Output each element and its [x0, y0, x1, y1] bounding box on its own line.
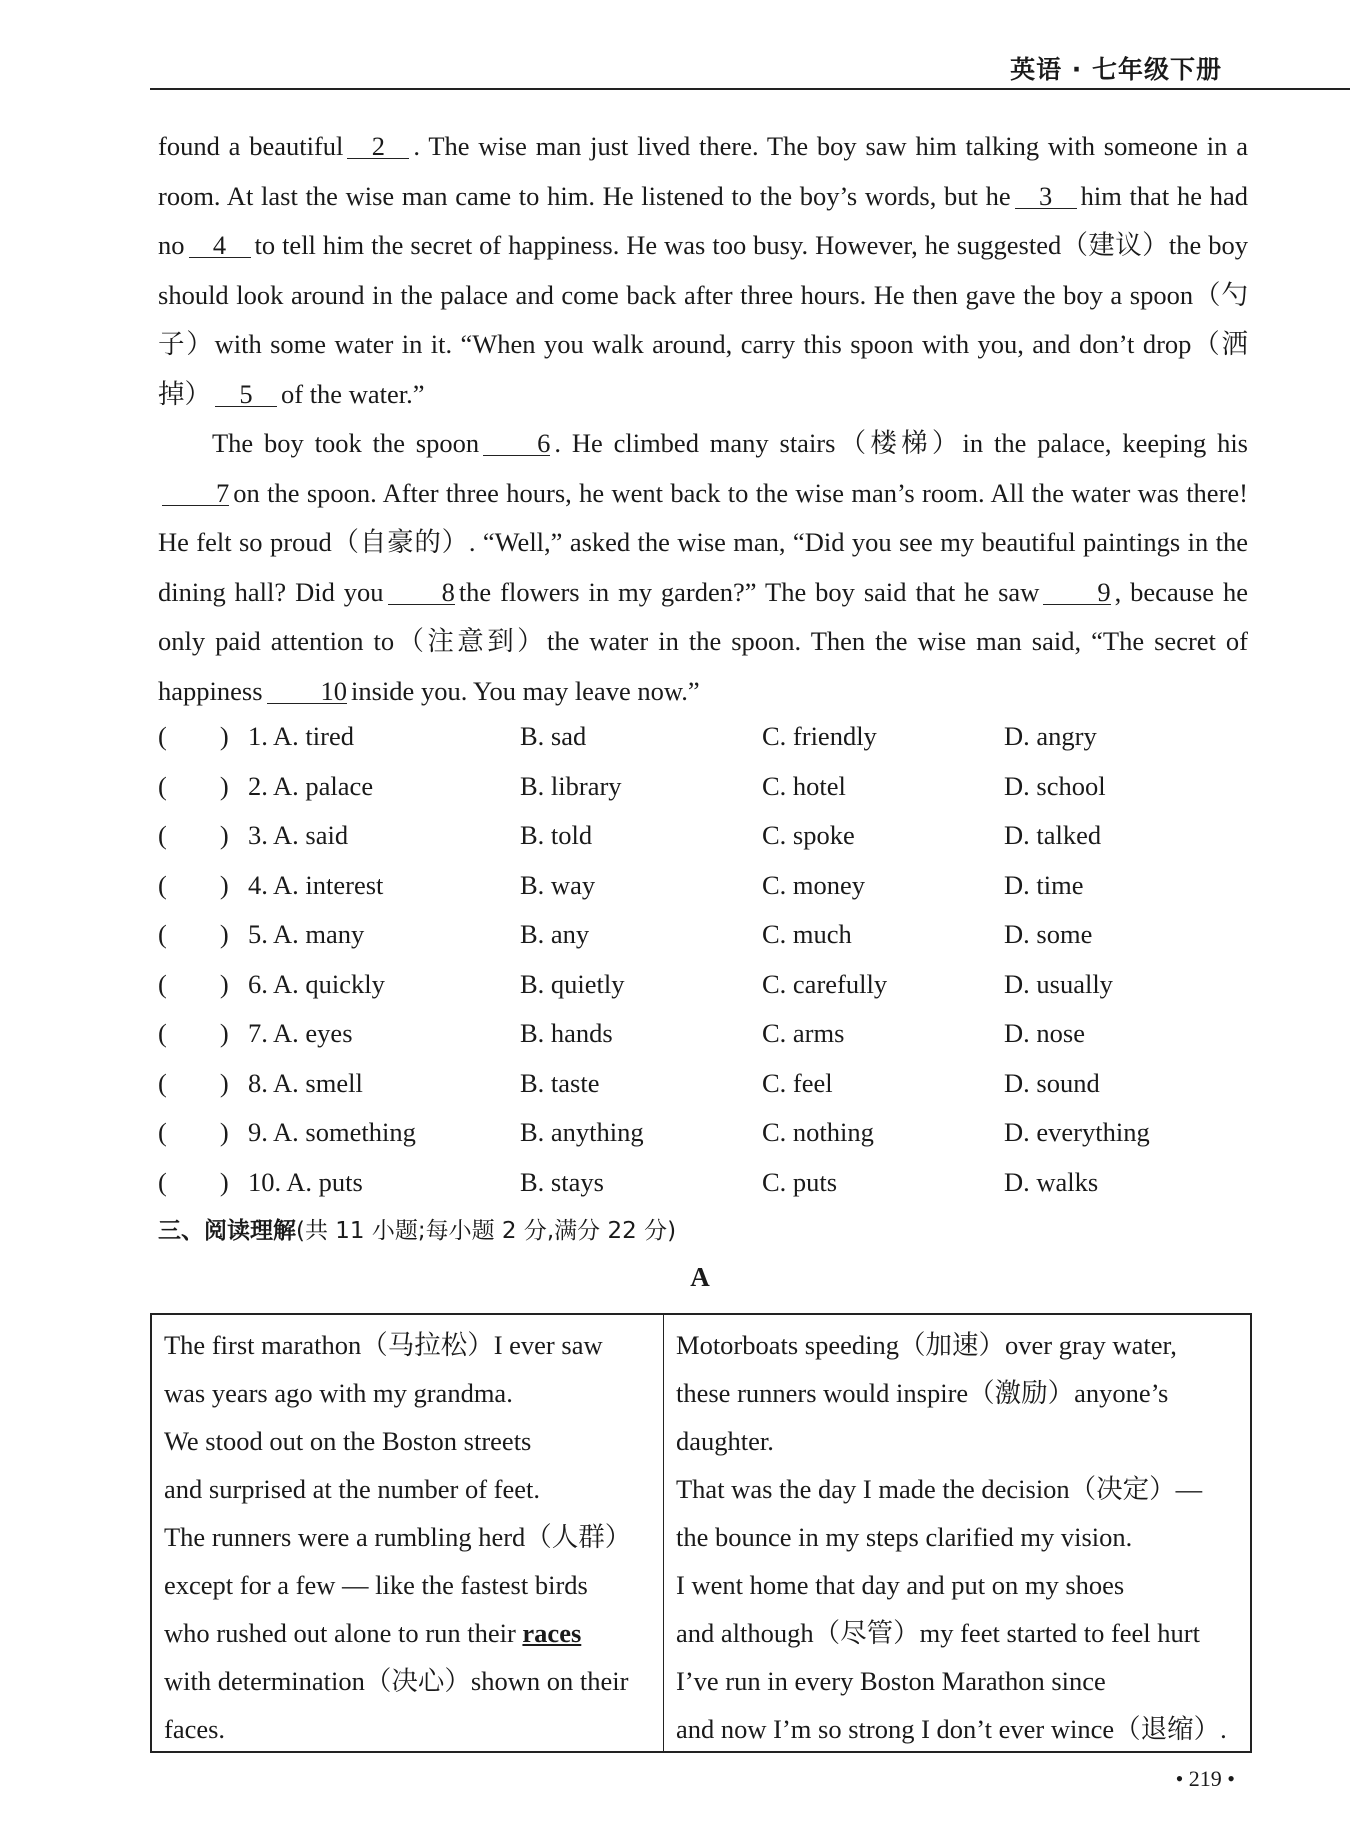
option-b: B. taste: [520, 1067, 600, 1098]
question-row: [158, 1009, 1248, 1059]
question-row: [158, 1059, 1248, 1109]
poem-table: [150, 1313, 1252, 1753]
option-c: C. spoke: [762, 820, 855, 850]
option-c: C. feel: [762, 1067, 833, 1098]
option-d: D. talked: [1004, 820, 1102, 850]
highlighted-word: races: [522, 1618, 582, 1648]
option-d: D. usually: [1004, 968, 1113, 999]
paragraph-1: [158, 122, 1248, 419]
option-b: B. anything: [520, 1117, 644, 1147]
poem-line: That was the day I made the decision（决定）—: [676, 1474, 1203, 1504]
poem-line: and now I’m so strong I don’t ever wince（退缩）.: [676, 1714, 1227, 1744]
option-b: B. told: [520, 820, 593, 850]
question-row: [158, 1158, 1248, 1208]
answer-blank[interactable]: ( ): [158, 1166, 229, 1197]
poem-line: daughter.: [676, 1426, 774, 1456]
poem-line: except for a few — like the fastest birds: [164, 1570, 588, 1600]
option-c: C. friendly: [762, 721, 877, 751]
option-a: 3. A. said: [248, 820, 349, 850]
option-c: C. hotel: [762, 770, 846, 801]
option-d: D. time: [1004, 869, 1084, 900]
passage-text: . The wise man just lived there. The boy saw him talking with someone in a room. At last the wise man came to him. He listened to the boy’s words, but he: [158, 131, 1248, 211]
option-a: 5. A. many: [248, 919, 365, 949]
option-c: C. nothing: [762, 1117, 874, 1147]
paragraph-2: [158, 419, 1248, 716]
answer-blank[interactable]: ( ): [158, 820, 229, 850]
answer-blank[interactable]: ( ): [158, 919, 229, 949]
option-d: D. nose: [1004, 1018, 1085, 1048]
passage-text: him that he had no: [158, 180, 1248, 260]
answer-blank[interactable]: ( ): [158, 1067, 229, 1098]
poem-line: I went home that day and put on my shoes: [676, 1570, 1125, 1600]
blank-3: 3: [1015, 184, 1077, 209]
option-d: D. everything: [1004, 1117, 1150, 1147]
poem-line: and although（尽管）my feet started to feel hurt: [676, 1618, 1200, 1648]
option-c: C. arms: [762, 1018, 845, 1048]
question-row: [158, 712, 1248, 762]
answer-blank[interactable]: ( ): [158, 1117, 229, 1147]
passage-text: , because he only paid attention to（注意到）the water in the spoon. Then the wise man said, “The secret of happiness: [158, 576, 1248, 706]
cloze-passage: [158, 122, 1248, 716]
poem-line: Motorboats speeding（加速）over gray water,: [676, 1330, 1177, 1360]
header-divider: [150, 88, 1350, 90]
blank-9: 9: [1043, 580, 1110, 605]
blank-7: 7: [162, 481, 229, 506]
section-detail: (共 11 小题;每小题 2 分,满分 22 分): [296, 1218, 677, 1244]
poem-line: the bounce in my steps clarified my vision.: [676, 1522, 1133, 1552]
passage-text: inside you. You may leave now.”: [351, 675, 700, 706]
question-row: [158, 861, 1248, 911]
passage-text: to tell him the secret of happiness. He was too busy. However, he suggested（建议）the boy should look around in the palace and come back after three hours. He then gave the boy a spoon（勺子）with some water in it. “When you walk around, carry this spoon with you, and don’t drop（洒掉）: [158, 230, 1248, 409]
option-a: 1. A. tired: [248, 721, 354, 751]
option-a: 9. A. something: [248, 1117, 416, 1147]
poem-line: these runners would inspire（激励）anyone’s: [676, 1378, 1169, 1408]
blank-5: 5: [215, 382, 277, 407]
option-b: B. sad: [520, 721, 587, 751]
blank-4: 4: [189, 233, 251, 258]
answer-blank[interactable]: ( ): [158, 869, 229, 900]
question-row: [158, 910, 1248, 960]
answer-blank[interactable]: ( ): [158, 1018, 229, 1048]
option-a: 7. A. eyes: [248, 1018, 353, 1048]
blank-10: 10: [267, 679, 348, 704]
poem-line-text: who rushed out alone to run their: [164, 1618, 516, 1648]
question-row: [158, 811, 1248, 861]
option-d: D. school: [1004, 770, 1106, 801]
option-a: 8. A. smell: [248, 1067, 363, 1098]
passage-text: . He climbed many stairs（楼梯）in the palace, keeping his: [554, 428, 1248, 458]
poem-left-column: [152, 1315, 664, 1751]
section-title: 三、阅读理解: [158, 1218, 296, 1244]
passage-text: found a beautiful: [158, 131, 344, 161]
question-row: [158, 960, 1248, 1010]
option-d: D. sound: [1004, 1067, 1100, 1098]
poem-right-column: [664, 1315, 1250, 1751]
poem-line: The runners were a rumbling herd（人群）: [164, 1522, 632, 1552]
option-c: C. carefully: [762, 968, 888, 999]
poem-line: with determination（决心）shown on their: [164, 1666, 629, 1696]
blank-6: 6: [483, 431, 550, 456]
poem-line: The first marathon（马拉松）I ever saw: [164, 1330, 603, 1360]
poem-line: I’ve run in every Boston Marathon since: [676, 1666, 1106, 1696]
question-row: [158, 762, 1248, 812]
option-a: 10. A. puts: [248, 1166, 363, 1197]
answer-blank[interactable]: ( ): [158, 770, 229, 801]
option-c: C. much: [762, 919, 852, 949]
book-title: 英语 · 七年级下册: [1010, 55, 1222, 84]
part-label: A: [690, 1262, 710, 1292]
page-number: • 219 •: [1175, 1766, 1235, 1791]
option-c: C. money: [762, 869, 866, 900]
option-d: D. some: [1004, 919, 1093, 949]
option-a: 6. A. quickly: [248, 968, 385, 999]
passage-text: the flowers in my garden?” The boy said that he saw: [458, 576, 1040, 607]
option-b: B. library: [520, 770, 622, 801]
option-b: B. quietly: [520, 968, 625, 999]
option-a: 4. A. interest: [248, 869, 384, 900]
option-c: C. puts: [762, 1166, 838, 1197]
passage-text: The boy took the spoon: [212, 428, 480, 458]
option-b: B. hands: [520, 1018, 613, 1048]
option-a: 2. A. palace: [248, 770, 374, 801]
option-b: B. way: [520, 869, 596, 900]
blank-8: 8: [388, 580, 455, 605]
option-b: B. stays: [520, 1166, 604, 1197]
poem-line: was years ago with my grandma.: [164, 1378, 513, 1408]
poem-line: and surprised at the number of feet.: [164, 1474, 541, 1504]
section-heading: [158, 1212, 676, 1245]
option-d: D. walks: [1004, 1166, 1099, 1197]
option-d: D. angry: [1004, 721, 1097, 751]
poem-line: [164, 1609, 655, 1657]
passage-text: on the spoon. After three hours, he went back to the wise man’s room. All the water was there! He felt so proud（自豪的）. “Well,” asked the wise man, “Did you see my beautiful paintings in the dining hall? Did you: [158, 477, 1248, 607]
poem-line: We stood out on the Boston streets: [164, 1426, 532, 1456]
answer-blank[interactable]: ( ): [158, 968, 229, 999]
poem-line: faces.: [164, 1714, 226, 1744]
option-b: B. any: [520, 919, 590, 949]
blank-2: 2: [347, 134, 409, 159]
question-row: [158, 1108, 1248, 1158]
answer-blank[interactable]: ( ): [158, 721, 229, 751]
answer-options: [158, 712, 1248, 1207]
passage-text: of the water.”: [281, 378, 425, 409]
